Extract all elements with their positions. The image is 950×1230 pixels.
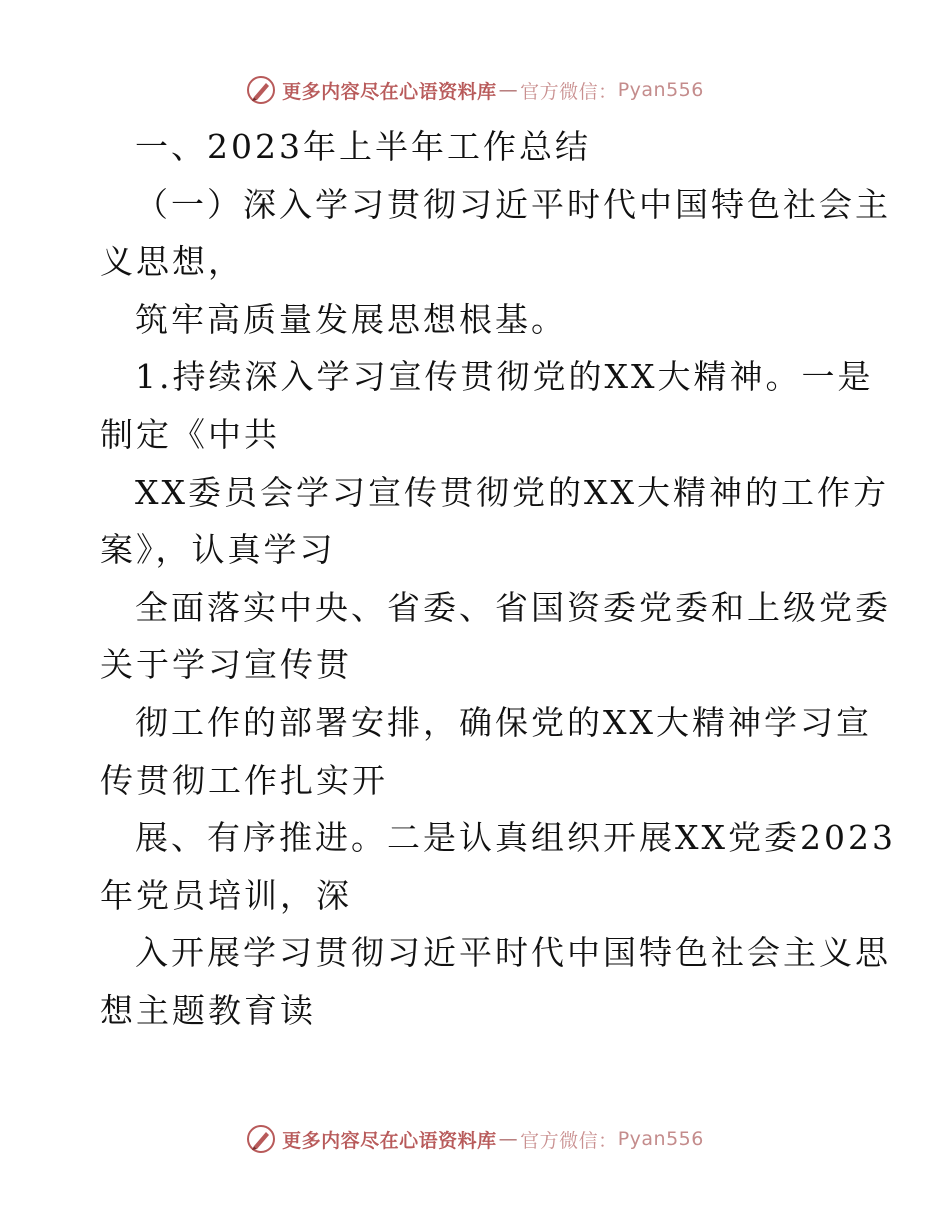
document-line: 展、有序推进。二是认真组织开展XX党委2023 xyxy=(135,818,896,858)
document-line: 全面落实中央、省委、省国资委党委和上级党委 xyxy=(135,587,891,627)
pen-logo-icon xyxy=(246,1124,276,1154)
footer-watermark xyxy=(0,1119,950,1159)
watermark-separator: — xyxy=(498,79,519,101)
document-line: 制定《中共 xyxy=(100,414,280,454)
watermark-separator: — xyxy=(498,1128,519,1150)
document-line: 年党员培训，深 xyxy=(100,875,352,915)
watermark-wechat-label: 官方微信： xyxy=(520,80,618,103)
watermark-wechat-id: Pyan556 xyxy=(617,79,704,101)
document-line: 一、2023年上半年工作总结 xyxy=(135,127,591,166)
document-line: 入开展学习贯彻习近平时代中国特色社会主义思 xyxy=(135,933,891,973)
document-line: 案》，认真学习 xyxy=(100,530,336,570)
header-watermark xyxy=(0,70,950,110)
document-line: （一）深入学习贯彻习近平时代中国特色社会主 xyxy=(135,184,891,224)
document-line: 义思想， xyxy=(100,242,244,282)
watermark-site-text: 更多内容尽在心语资料库 xyxy=(282,1129,497,1152)
document-line: 传贯彻工作扎实开 xyxy=(100,760,388,800)
pen-logo-icon xyxy=(246,75,276,105)
document-body xyxy=(100,118,896,1040)
watermark-wechat-id: Pyan556 xyxy=(617,1128,704,1150)
document-line: 彻工作的部署安排，确保党的XX大精神学习宣 xyxy=(135,702,872,742)
document-line: 关于学习宣传贯 xyxy=(100,645,352,685)
document-line: 筑牢高质量发展思想根基。 xyxy=(135,299,567,339)
document-line: 1.持续深入学习宣传贯彻党的XX大精神。一是 xyxy=(135,357,874,397)
document-line: 想主题教育读 xyxy=(100,990,316,1030)
watermark-site-text: 更多内容尽在心语资料库 xyxy=(282,80,497,103)
document-line: XX委员会学习宣传贯彻党的XX大精神的工作方 xyxy=(135,472,889,512)
watermark-wechat-label: 官方微信： xyxy=(520,1129,618,1152)
